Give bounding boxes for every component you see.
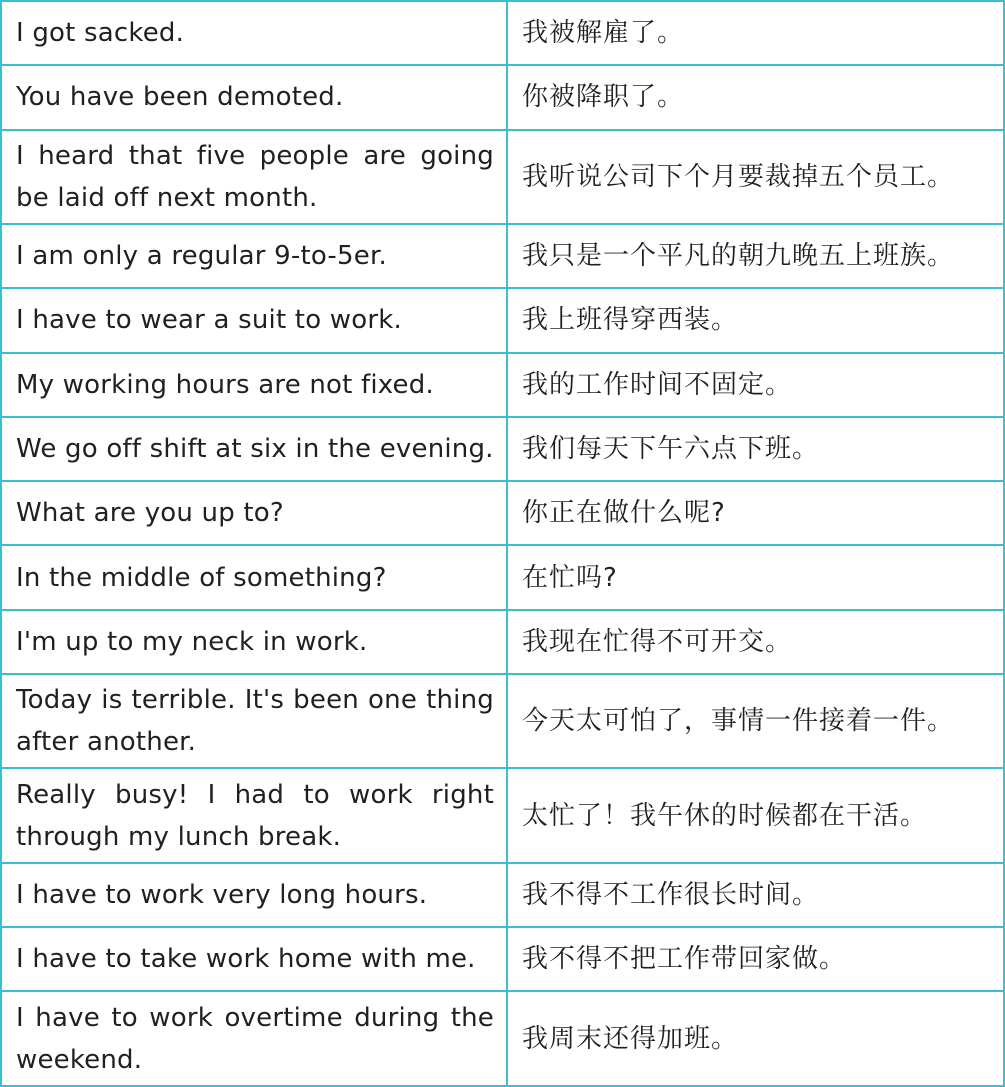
chinese-translation: 太忙了！我午休的时候都在干活。 <box>507 768 1004 862</box>
english-phrase: I have to work very long hours. <box>1 863 507 927</box>
table-row <box>1 417 1004 481</box>
table-row <box>1 545 1004 609</box>
chinese-translation: 我现在忙得不可开交。 <box>507 610 1004 674</box>
table-row <box>1 863 1004 927</box>
english-phrase: We go off shift at six in the evening. <box>1 417 507 481</box>
english-phrase: You have been demoted. <box>1 65 507 129</box>
table-row <box>1 610 1004 674</box>
chinese-translation: 我不得不工作很长时间。 <box>507 863 1004 927</box>
chinese-translation: 我不得不把工作带回家做。 <box>507 927 1004 991</box>
chinese-translation: 我周末还得加班。 <box>507 991 1004 1086</box>
phrase-table-body <box>1 1 1004 1086</box>
table-row <box>1 481 1004 545</box>
english-phrase: Really busy! I had to work right through my lunch break. <box>1 768 507 862</box>
chinese-translation: 我上班得穿西装。 <box>507 288 1004 352</box>
table-row <box>1 65 1004 129</box>
english-phrase: I am only a regular 9-to-5er. <box>1 224 507 288</box>
table-row <box>1 991 1004 1086</box>
table-row <box>1 288 1004 352</box>
english-phrase: I got sacked. <box>1 1 507 65</box>
english-phrase: What are you up to? <box>1 481 507 545</box>
table-row <box>1 224 1004 288</box>
chinese-translation: 我听说公司下个月要裁掉五个员工。 <box>507 130 1004 224</box>
english-phrase: My working hours are not fixed. <box>1 353 507 417</box>
english-phrase: I have to take work home with me. <box>1 927 507 991</box>
chinese-translation: 你被降职了。 <box>507 65 1004 129</box>
english-phrase: In the middle of something? <box>1 545 507 609</box>
english-phrase: I have to work overtime during the weekend. <box>1 991 507 1086</box>
table-row <box>1 130 1004 224</box>
chinese-translation: 我被解雇了。 <box>507 1 1004 65</box>
chinese-translation: 在忙吗? <box>507 545 1004 609</box>
table-row <box>1 353 1004 417</box>
chinese-translation: 我的工作时间不固定。 <box>507 353 1004 417</box>
chinese-translation: 今天太可怕了，事情一件接着一件。 <box>507 674 1004 768</box>
english-phrase: I heard that five people are going be laid off next month. <box>1 130 507 224</box>
table-row <box>1 1 1004 65</box>
english-phrase: I'm up to my neck in work. <box>1 610 507 674</box>
chinese-translation: 你正在做什么呢? <box>507 481 1004 545</box>
chinese-translation: 我们每天下午六点下班。 <box>507 417 1004 481</box>
table-row <box>1 674 1004 768</box>
table-row <box>1 927 1004 991</box>
english-phrase: Today is terrible. It's been one thing after another. <box>1 674 507 768</box>
chinese-translation: 我只是一个平凡的朝九晚五上班族。 <box>507 224 1004 288</box>
table-row <box>1 768 1004 862</box>
english-phrase: I have to wear a suit to work. <box>1 288 507 352</box>
